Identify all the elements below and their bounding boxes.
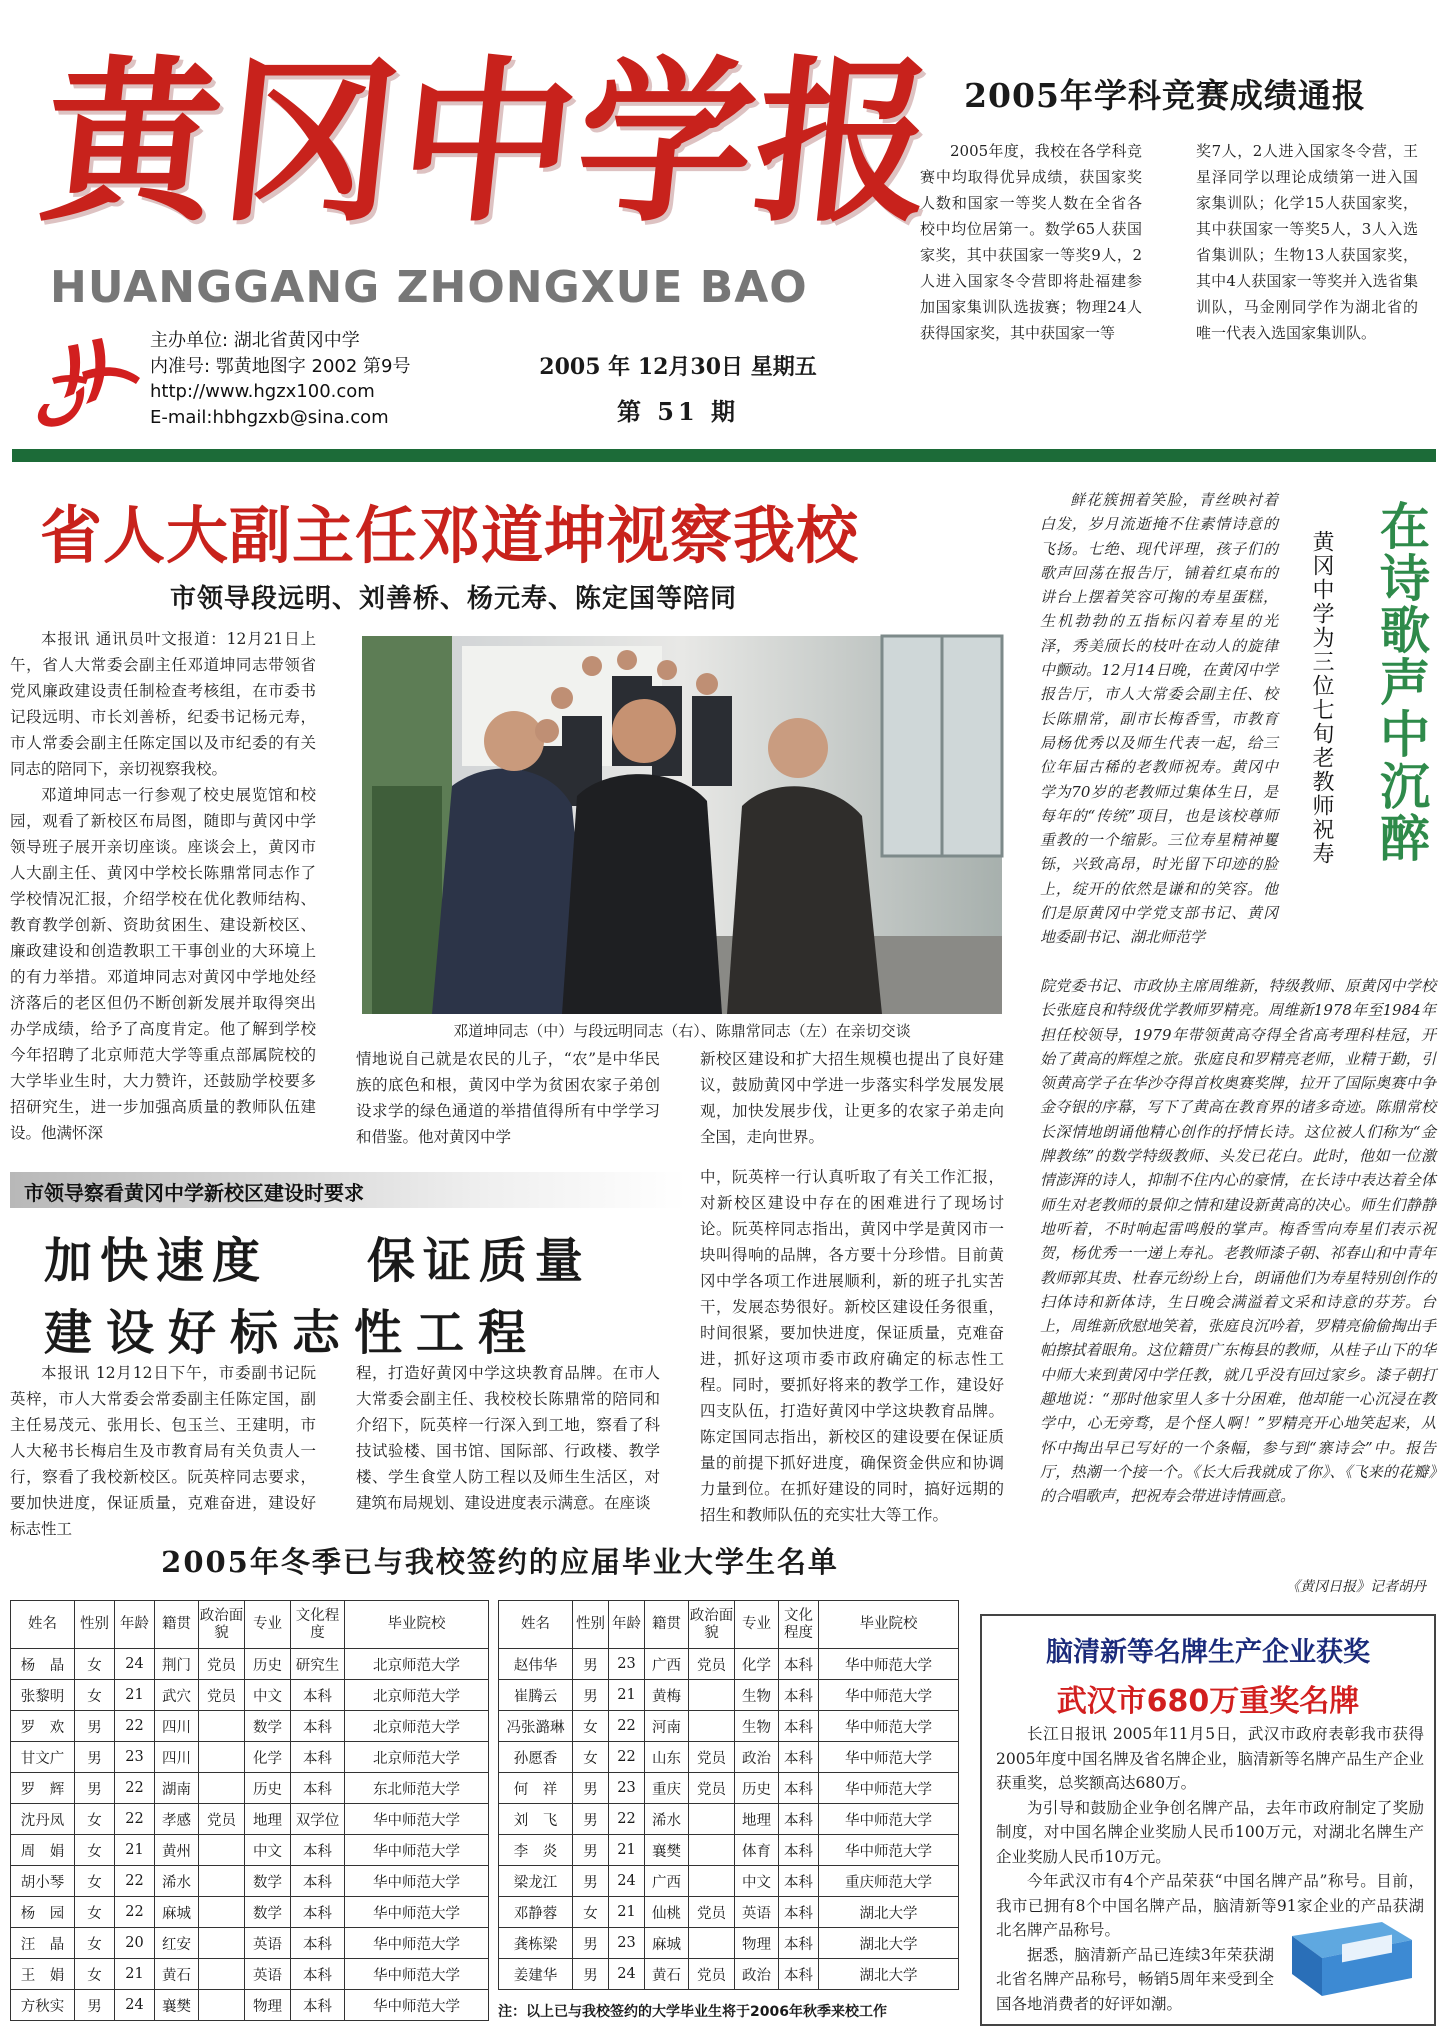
table-row <box>11 1959 489 1990</box>
table-cell: 华中师范大学 <box>819 1773 959 1804</box>
table-cell: 中文 <box>245 1835 291 1866</box>
main-subhead: 市领导段远明、刘善桥、杨元寿、陈定国等陪同 <box>170 584 738 614</box>
table-cell: 华中师范大学 <box>345 1866 489 1897</box>
table-cell: 本科 <box>779 1897 819 1928</box>
table-cell: 沈丹凤 <box>11 1804 75 1835</box>
table-cell: 湖南 <box>155 1773 199 1804</box>
table-cell: 浠水 <box>155 1866 199 1897</box>
table-row <box>11 1928 489 1959</box>
table-cell: 男 <box>75 1990 115 2021</box>
table-cell: 华中师范大学 <box>345 1897 489 1928</box>
publisher-info <box>150 328 510 430</box>
table-cell: 黄州 <box>155 1835 199 1866</box>
table-cell <box>689 1711 735 1742</box>
table-cell: 本科 <box>291 1742 345 1773</box>
table-cell: 本科 <box>779 1649 819 1680</box>
table-row <box>11 1990 489 2021</box>
table-header-cell: 政治面貌 <box>199 1601 245 1649</box>
table-header-cell: 姓名 <box>11 1601 75 1649</box>
table-cell: 男 <box>75 1711 115 1742</box>
table-row <box>11 1742 489 1773</box>
table-row <box>499 1804 959 1835</box>
table-cell <box>199 1990 245 2021</box>
table-cell: 女 <box>75 1804 115 1835</box>
table-cell: 华中师范大学 <box>345 1804 489 1835</box>
table-cell: 21 <box>609 1680 645 1711</box>
competition-text-col2: 奖7人，2人进入国家冬令营，王星泽同学以理论成绩第一进入国家集训队；化学15人获国家奖，其中获国家一等奖5人，3人入选省集训队；生物13人获国家奖，其中4人获国家一等奖并入选省集训队，马金刚同学作为湖北省的唯一代表入选国家集训队。 <box>1196 142 1418 342</box>
table-cell: 梁龙江 <box>499 1866 573 1897</box>
table-cell: 华中师范大学 <box>819 1711 959 1742</box>
table-cell: 化学 <box>245 1742 291 1773</box>
table-cell: 女 <box>75 1835 115 1866</box>
table-cell: 汪 晶 <box>11 1928 75 1959</box>
table-cell: 华中师范大学 <box>819 1680 959 1711</box>
table-cell: 本科 <box>291 1680 345 1711</box>
table-row <box>499 1928 959 1959</box>
table-cell: 研究生 <box>291 1649 345 1680</box>
ad-paragraph: 为引导和鼓励企业争创名牌产品，去年市政府制定了奖励制度，对中国名牌企业奖励人民币100万元，对湖北名牌生产企业奖励人民币10万元。 <box>996 1798 1424 1866</box>
table-cell: 甘文广 <box>11 1742 75 1773</box>
table-cell: 21 <box>115 1680 155 1711</box>
competition-text-col1: 2005年度，我校在各学科竞赛中均取得优异成绩，获国家奖人数和国家一等奖人数在全省各校中均位居第一。数学65人获国家奖，其中获国家一等奖9人，2人进入国家冬令营即将赴福建参加国家集训队选拔赛；物理24人获得国家奖，其中获国家一等 <box>920 142 1142 342</box>
second-headline-line2: 建设好标志性工程 <box>44 1305 541 1361</box>
table-header-cell: 专业 <box>245 1601 291 1649</box>
website-link[interactable]: http://www.hgzx100.com <box>150 381 375 402</box>
table-cell: 浠水 <box>645 1804 689 1835</box>
table-header-cell: 性别 <box>75 1601 115 1649</box>
table-row <box>11 1897 489 1928</box>
main-story-col3: 新校区建设和扩大招生规模也提出了良好建议，鼓励黄冈中学进一步落实科学发展发展观，加快发展步伐，让更多的农家子弟走向全国，走向世界。 <box>700 1050 1004 1146</box>
permit-number: 内准号: 鄂黄地图字 2002 第9号 <box>150 355 411 377</box>
main-story-paragraph: 本报讯 通讯员叶文报道：12月21日上午，省人大常委会副主任邓道坤同志带领省党风廉政建设责任制检查考核组，在市委书记段远明、市长刘善桥，纪委书记杨元寿，市人常委会副主任陈定国以及市纪委的有关同志的陪同下，亲切视察我校。 <box>10 630 316 778</box>
table-cell: 女 <box>75 1680 115 1711</box>
table-cell: 龚栋梁 <box>499 1928 573 1959</box>
table-cell: 党员 <box>199 1680 245 1711</box>
table-cell: 本科 <box>291 1959 345 1990</box>
table-cell: 21 <box>609 1835 645 1866</box>
table-cell: 中文 <box>735 1866 779 1897</box>
table-cell: 本科 <box>779 1711 819 1742</box>
table-cell: 23 <box>609 1773 645 1804</box>
table-row <box>11 1773 489 1804</box>
table-cell: 姜建华 <box>499 1959 573 1990</box>
table-cell: 女 <box>75 1897 115 1928</box>
table-cell: 22 <box>115 1711 155 1742</box>
table-cell: 女 <box>573 1711 609 1742</box>
table-row <box>499 1649 959 1680</box>
table-cell: 华中师范大学 <box>819 1835 959 1866</box>
table-cell: 英语 <box>735 1897 779 1928</box>
table-cell: 历史 <box>245 1649 291 1680</box>
graduates-table-right <box>498 1600 959 1990</box>
table-cell: 山东 <box>645 1742 689 1773</box>
table-cell: 男 <box>573 1866 609 1897</box>
table-cell: 黄石 <box>645 1959 689 1990</box>
table-header-row <box>11 1601 489 1649</box>
table-cell: 党员 <box>689 1773 735 1804</box>
table-cell: 男 <box>573 1773 609 1804</box>
table-cell: 党员 <box>689 1897 735 1928</box>
table-cell: 党员 <box>689 1649 735 1680</box>
table-cell: 广西 <box>645 1649 689 1680</box>
table-cell: 罗 辉 <box>11 1773 75 1804</box>
table-row <box>499 1742 959 1773</box>
table-cell: 党员 <box>689 1959 735 1990</box>
table-body <box>11 1649 489 2021</box>
table-cell: 本科 <box>291 1835 345 1866</box>
table-cell: 生物 <box>735 1680 779 1711</box>
table-cell: 男 <box>573 1928 609 1959</box>
table-cell: 生物 <box>735 1711 779 1742</box>
table-cell: 24 <box>115 1649 155 1680</box>
ad-paragraph: 据悉，脑清新产品已连续3年荣获湖北省名牌产品称号，畅销5周年来受到全国各地消费者的好评如潮。 <box>996 1945 1274 2013</box>
table-cell: 华中师范大学 <box>345 1990 489 2021</box>
table-cell: 体育 <box>735 1835 779 1866</box>
table-cell: 24 <box>609 1959 645 1990</box>
table-cell: 本科 <box>779 1804 819 1835</box>
second-story-col2: 程，打造好黄冈中学这块教育品牌。在市人大常委会副主任、我校校长陈鼎常的陪同和介绍下，阮英梓一行深入到工地，察看了科技试验楼、国书馆、国际部、行政楼、教学楼、学生食堂人防工程以及师生生活区，对建筑布局规划、建设进度表示满意。在座谈 <box>356 1364 660 1512</box>
table-cell: 中文 <box>245 1680 291 1711</box>
table-cell: 华中师范大学 <box>819 1804 959 1835</box>
table-cell: 本科 <box>779 1835 819 1866</box>
table-row <box>499 1897 959 1928</box>
table-cell <box>199 1742 245 1773</box>
table-cell: 政治 <box>735 1959 779 1990</box>
table-cell: 重庆师范大学 <box>819 1866 959 1897</box>
poetry-text-top: 鲜花簇拥着笑脸，青丝映衬着白发，岁月流逝掩不住素情诗意的飞扬。七绝、现代评理，孩子们的歌声回荡在报告厅，铺着红桌布的讲台上摆着笑容可掬的寿星蛋糕，生机勃勃的五指标闪着寿星的光泽，秀美颀长的枝叶在动人的旋律中颤动。12月14日晚，在黄冈中学报告厅，市人大常委会副主任、校长陈鼎常，副市长梅香雪，市教育局杨优秀以及师生代表一起，给三位年届古稀的老教师祝寿。黄冈中学为70岁的老教师过集体生日，是每年的“传统”项目，也是该校尊师重教的一个缩影。三位寿星精神矍铄，兴致高昂，时光留下印迹的脸上，绽开的依然是谦和的笑容。他们是原黄冈中学党支部书记、黄冈地委副书记、湖北师范学 <box>1040 491 1278 947</box>
table-cell: 24 <box>115 1990 155 2021</box>
table-cell: 崔腾云 <box>499 1680 573 1711</box>
table-header-row <box>499 1601 959 1649</box>
table-cell: 女 <box>75 1866 115 1897</box>
table-cell: 湖北大学 <box>819 1959 959 1990</box>
table-cell: 数学 <box>245 1897 291 1928</box>
table-cell: 华中师范大学 <box>345 1928 489 1959</box>
table-cell: 22 <box>115 1897 155 1928</box>
table-row <box>499 1959 959 1990</box>
masthead-title: 黄冈中学报 <box>33 39 945 246</box>
main-headline: 省人大副主任邓道坤视察我校 <box>40 499 860 572</box>
table-row <box>499 1711 959 1742</box>
table-cell: 邓静蓉 <box>499 1897 573 1928</box>
issue-number: 第 51 期 <box>616 397 740 426</box>
poetry-subhead: 黄冈中学为三位七旬老教师祝寿 <box>1309 530 1334 866</box>
table-cell: 男 <box>573 1804 609 1835</box>
table-cell: 北京师范大学 <box>345 1742 489 1773</box>
table-header-cell: 籍贯 <box>645 1601 689 1649</box>
table-cell: 北京师范大学 <box>345 1649 489 1680</box>
second-headline-line1: 加快速度 保证质量 <box>44 1233 591 1289</box>
table-cell: 赵伟华 <box>499 1649 573 1680</box>
table-cell: 四川 <box>155 1742 199 1773</box>
table-row <box>499 1773 959 1804</box>
table-cell: 本科 <box>291 1711 345 1742</box>
table-header-cell: 籍贯 <box>155 1601 199 1649</box>
table-cell: 地理 <box>735 1804 779 1835</box>
table-cell: 河南 <box>645 1711 689 1742</box>
main-story-col2: 情地说自己就是农民的儿子，“农”是中华民族的底色和根，黄冈中学为贫困农家子弟创设求学的绿色通道的举措值得所有中学学习和借鉴。他对黄冈中学 <box>356 1050 660 1146</box>
table-cell: 北京师范大学 <box>345 1711 489 1742</box>
table-cell <box>199 1773 245 1804</box>
table-cell: 本科 <box>779 1742 819 1773</box>
table-cell: 22 <box>115 1804 155 1835</box>
table-cell: 22 <box>609 1711 645 1742</box>
table-cell: 孙愿香 <box>499 1742 573 1773</box>
poetry-text-bottom: 院党委书记、市政协主席周维新，特级教师、原黄冈中学校长张庭良和特级优学教师罗精亮。周维新1978年至1984年担任校领导，1979年带领黄高夺得全省高考理科桂冠，开始了黄高的辉煌之旅。张庭良和罗精亮老师，业精于勤，引领黄高学子在华沙夺得首枚奥赛奖牌，拉开了国际奥赛中争金夺银的序幕，写下了黄高在教育界的诸多奇迹。陈鼎常校长深情地朗诵他精心创作的抒情长诗。这位被人们称为“金牌教练”的数学特级教师、头发已花白。此时，他如一位激情澎湃的诗人，抑制不住内心的豪情，在长诗中表达着全体师生对老教师的景仰之情和建设新黄高的决心。师生们静静地听着，不时响起雷鸣般的掌声。梅香雪向寿星们表示祝贺，杨优秀一一递上寿礼。老教师漆子朝、祁春山和中青年教师郭其贵、杜春元纷纷上台，朗诵他们为寿星特别创作的扫体诗和新体诗，生日晚会满溢着文采和诗意的芬芳。台上，周维新欣慰地笑着，张庭良沉吟着，罗精亮偷偷掏出手帕擦拭着眼角。这位籍贯广东梅县的教师，从桂子山下的华中师大来到黄冈中学任教，就几乎没有回过家乡。漆子朝打趣地说：“那时他家里人多十分困难，他却能一心沉浸在教学中，心无旁骛，是个怪人啊！”罗精亮开心地笑起来，从怀中掏出早已写好的一个条幅，参与到“寨诗会”中。报告厅，热潮一个接一个。《长大后我就成了你》、《飞来的花瓣》的合唱歌声，把祝寿会带进诗情画意。 <box>1040 977 1436 1506</box>
table-cell: 双学位 <box>291 1804 345 1835</box>
table-cell <box>689 1680 735 1711</box>
table-cell: 杨 晶 <box>11 1649 75 1680</box>
table-cell: 20 <box>115 1928 155 1959</box>
table-cell: 罗 欢 <box>11 1711 75 1742</box>
table-cell: 男 <box>573 1959 609 1990</box>
table-row <box>11 1680 489 1711</box>
table-row <box>11 1866 489 1897</box>
table-cell: 党员 <box>199 1804 245 1835</box>
table-cell <box>689 1835 735 1866</box>
table-header-cell: 毕业院校 <box>345 1601 489 1649</box>
table-cell: 王 娟 <box>11 1959 75 1990</box>
section-tag-label: 市领导察看黄冈中学新校区建设时要求 <box>24 1181 364 1205</box>
table-cell: 杨 园 <box>11 1897 75 1928</box>
table-cell: 胡小琴 <box>11 1866 75 1897</box>
table-cell: 东北师范大学 <box>345 1773 489 1804</box>
table-cell: 男 <box>573 1835 609 1866</box>
table-cell: 女 <box>75 1928 115 1959</box>
table-cell: 本科 <box>779 1866 819 1897</box>
table-cell: 本科 <box>291 1773 345 1804</box>
product-box-icon <box>1282 1916 1420 2000</box>
table-cell: 数学 <box>245 1711 291 1742</box>
table-cell: 数学 <box>245 1866 291 1897</box>
table-cell <box>199 1835 245 1866</box>
table-cell: 武穴 <box>155 1680 199 1711</box>
email-link[interactable]: E-mail:hbhgzxb@sina.com <box>150 406 389 428</box>
table-cell: 党员 <box>689 1742 735 1773</box>
table-row <box>499 1866 959 1897</box>
table-cell: 21 <box>115 1959 155 1990</box>
table-cell: 22 <box>115 1866 155 1897</box>
table-header-cell: 毕业院校 <box>819 1601 959 1649</box>
table-cell: 冯张潞琳 <box>499 1711 573 1742</box>
table-cell <box>199 1897 245 1928</box>
table-cell: 女 <box>75 1649 115 1680</box>
table-cell: 物理 <box>245 1990 291 2021</box>
table-cell: 男 <box>573 1649 609 1680</box>
table-cell: 方秋实 <box>11 1990 75 2021</box>
table-cell <box>199 1866 245 1897</box>
table-cell: 本科 <box>779 1928 819 1959</box>
table-cell: 本科 <box>779 1959 819 1990</box>
table-cell <box>689 1804 735 1835</box>
table-cell: 物理 <box>735 1928 779 1959</box>
table-row <box>11 1711 489 1742</box>
table-cell: 本科 <box>291 1990 345 2021</box>
table-row <box>11 1804 489 1835</box>
table-cell: 红安 <box>155 1928 199 1959</box>
table-cell: 23 <box>609 1649 645 1680</box>
second-story-col3: 中，阮英梓一行认真听取了有关工作汇报，对新校区建设中存在的困难进行了现场讨论。阮英梓同志指出，黄冈中学是黄冈市一块叫得响的品牌，各方要十分珍惜。目前黄冈中学各项工作进展顺利，新的班子扎实苦干，发展态势很好。新校区建设任务很重，时间很紧，要加快进度，保证质量，克难奋进，抓好这项市委市政府确定的标志性工程。同时，要抓好将来的教学工作，建设好四支队伍，打造好黄冈中学这块教育品牌。陈定国同志指出，新校区的建设要在保证质量的前提下抓好进度，确保资金供应和协调力量到位。在抓好建设的同时，搞好远期的招生和教师队伍的充实壮大等工作。 <box>700 1168 1004 1524</box>
table-header-cell: 年龄 <box>115 1601 155 1649</box>
second-story-col1: 本报讯 12月12日下午，市委副书记阮英梓，市人大常委会常委副主任陈定国，副主任易茂元、张用长、包玉兰、王建明，市人大秘书长梅启生及市教育局有关负责人一行，察看了我校新校区。阮英梓同志要求，要加快进度，保证质量，克难奋进，建设好标志性工 <box>10 1364 316 1538</box>
table-cell: 麻城 <box>155 1897 199 1928</box>
table-cell: 仙桃 <box>645 1897 689 1928</box>
table-cell: 本科 <box>291 1928 345 1959</box>
table-cell: 地理 <box>245 1804 291 1835</box>
photo-caption: 邓道坤同志（中）与段远明同志（右）、陈鼎常同志（左）在亲切交谈 <box>453 1022 911 1040</box>
table-cell: 麻城 <box>645 1928 689 1959</box>
poetry-byline: 《黄冈日报》记者胡丹 <box>1286 1579 1426 1595</box>
table-header-cell: 性别 <box>573 1601 609 1649</box>
table-header-cell: 文化程度 <box>291 1601 345 1649</box>
table-cell: 本科 <box>779 1773 819 1804</box>
school-logo-icon <box>24 326 146 436</box>
table-cell: 21 <box>115 1835 155 1866</box>
table-cell: 华中师范大学 <box>345 1835 489 1866</box>
table-cell: 李 炎 <box>499 1835 573 1866</box>
table-cell: 何 祥 <box>499 1773 573 1804</box>
table-cell: 本科 <box>291 1866 345 1897</box>
ad-paragraph: 今年武汉市有4个产品荣获“中国名牌产品”称号。目前，我市已拥有8个中国名牌产品，脑清新等91家企业的产品获湖北名牌产品称号。 <box>996 1872 1424 1939</box>
table-cell: 22 <box>115 1773 155 1804</box>
masthead-pinyin: HUANGGANG ZHONGXUE BAO <box>50 262 808 313</box>
table-cell: 男 <box>75 1773 115 1804</box>
table-cell: 华中师范大学 <box>819 1742 959 1773</box>
table-cell: 23 <box>609 1928 645 1959</box>
graduates-table-left <box>10 1600 489 2021</box>
table-cell: 22 <box>609 1804 645 1835</box>
table-header-cell: 专业 <box>735 1601 779 1649</box>
table-cell <box>199 1711 245 1742</box>
table-cell: 周 娟 <box>11 1835 75 1866</box>
news-photo <box>362 636 1002 1014</box>
table-row <box>11 1649 489 1680</box>
main-story-col1 <box>10 626 316 1142</box>
competition-headline: 2005年学科竞赛成绩通报 <box>964 76 1366 115</box>
table-cell: 广西 <box>645 1866 689 1897</box>
table-cell: 湖北大学 <box>819 1897 959 1928</box>
masthead-divider <box>12 449 1436 462</box>
table-cell: 英语 <box>245 1928 291 1959</box>
table-header-cell: 姓名 <box>499 1601 573 1649</box>
table-cell: 男 <box>573 1680 609 1711</box>
table-header-cell: 政治面貌 <box>689 1601 735 1649</box>
table-cell: 荆门 <box>155 1649 199 1680</box>
table-cell: 刘 飞 <box>499 1804 573 1835</box>
table-row <box>499 1680 959 1711</box>
table-cell: 黄石 <box>155 1959 199 1990</box>
table-cell: 华中师范大学 <box>819 1649 959 1680</box>
table-cell: 湖北大学 <box>819 1928 959 1959</box>
table-header-cell: 文化程度 <box>779 1601 819 1649</box>
ad-headline-2: 武汉市680万重奖名牌 <box>1056 1684 1360 1719</box>
table-cell: 女 <box>573 1742 609 1773</box>
ad-paragraph: 长江日报讯 2005年11月5日，武汉市政府表彰我市获得2005年度中国名牌及省名牌企业，脑清新等名牌产品生产企业获重奖，总奖额高达680万。 <box>996 1725 1424 1792</box>
table-row <box>499 1835 959 1866</box>
table-cell: 黄梅 <box>645 1680 689 1711</box>
publish-date: 2005 年 12月30日 星期五 <box>539 354 817 380</box>
table-row <box>11 1835 489 1866</box>
table-cell: 北京师范大学 <box>345 1680 489 1711</box>
table-cell: 襄樊 <box>645 1835 689 1866</box>
table-cell: 本科 <box>291 1897 345 1928</box>
table-cell: 女 <box>573 1897 609 1928</box>
table-cell: 女 <box>75 1959 115 1990</box>
table-cell: 四川 <box>155 1711 199 1742</box>
table-body <box>499 1649 959 1990</box>
table-cell <box>199 1959 245 1990</box>
poetry-headline: 在诗歌声中沉醉 <box>1372 500 1430 864</box>
table-cell: 孝感 <box>155 1804 199 1835</box>
table-cell: 党员 <box>199 1649 245 1680</box>
table-cell <box>689 1928 735 1959</box>
table-cell <box>199 1928 245 1959</box>
table-cell: 23 <box>115 1742 155 1773</box>
table-cell: 政治 <box>735 1742 779 1773</box>
table-cell: 化学 <box>735 1649 779 1680</box>
table-cell: 24 <box>609 1866 645 1897</box>
table-header-cell: 年龄 <box>609 1601 645 1649</box>
table-cell: 历史 <box>735 1773 779 1804</box>
table-cell: 男 <box>75 1742 115 1773</box>
table-cell: 张黎明 <box>11 1680 75 1711</box>
table-cell: 襄樊 <box>155 1990 199 2021</box>
table-cell <box>689 1866 735 1897</box>
table-cell: 重庆 <box>645 1773 689 1804</box>
graduates-title: 2005年冬季已与我校签约的应届毕业大学生名单 <box>161 1545 839 1579</box>
table-cell: 22 <box>609 1742 645 1773</box>
table-note: 注：以上已与我校签约的大学毕业生将于2006年秋季来校工作 <box>498 2004 887 2020</box>
table-cell: 华中师范大学 <box>345 1959 489 1990</box>
table-cell: 历史 <box>245 1773 291 1804</box>
table-cell: 英语 <box>245 1959 291 1990</box>
publisher-label: 主办单位: 湖北省黄冈中学 <box>150 330 360 351</box>
table-cell: 21 <box>609 1897 645 1928</box>
main-story-paragraph: 邓道坤同志一行参观了校史展览馆和校园，观看了新校区布局图，随即与黄冈中学领导班子展开亲切座谈。座谈会上，黄冈市人大副主任、黄冈中学校长陈鼎常同志作了学校情况汇报，介绍学校在优化教师结构、教育教学创新、资助贫困生、建设新校区、廉政建设和创造教职工干事创业的大环境上的有力举措。邓道坤同志对黄冈中学地处经济落后的老区但仍不断创新发展并取得突出办学成绩，给予了高度肯定。他了解到学校今年招聘了北京师范大学等重点部属院校的大学毕业生时，大力赞许，还鼓励学校要多招研究生，进一步加强高质量的教师队伍建设。他满怀深 <box>10 786 316 1142</box>
ad-headline-1: 脑清新等名牌生产企业获奖 <box>1046 1637 1370 1668</box>
table-cell: 本科 <box>779 1680 819 1711</box>
